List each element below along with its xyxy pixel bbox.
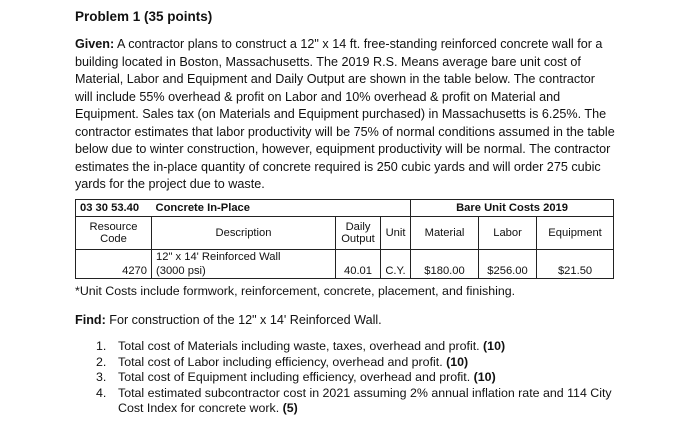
header-equipment: Equipment xyxy=(537,217,614,250)
question-text: Total cost of Materials including waste, taxes, overhead and profit. xyxy=(118,339,480,353)
problem-title: Problem 1 (35 points) xyxy=(75,9,213,24)
header-material: Material xyxy=(411,217,479,250)
question-item xyxy=(96,370,616,386)
cost-table xyxy=(75,199,614,279)
question-text: Total cost of Labor including efficiency, overhead and profit. xyxy=(118,354,443,369)
question-item xyxy=(96,386,616,417)
row-labor: $256.00 xyxy=(479,264,537,279)
given-label: Given: xyxy=(75,37,115,51)
question-list xyxy=(96,339,616,417)
row-description-line1: 12" x 14' Reinforced Wall xyxy=(152,250,336,265)
row-code-top xyxy=(76,250,152,265)
given-text: A contractor plans to construct a 12" x 14 ft. free-standing reinforced concrete wall for a building located in Boston, Massachusetts. The 2019 R.S. Means average bare unit cost of Material, Labor and Equipment and Daily Output are shown in the table below. The contractor will include 55% overhead & profit on Labor and 10% overhead & profit on Material and Equipment. Sales tax (on Materials and Equipment purchased) in Massachusetts is 6.25%. The contractor estimates that labor productivity will be 75% of normal conditions assumed in the table below due to winter construction, however, equipment productivity will be normal. The contractor estimates the in-place quantity of concrete required is 250 cubic yards and will order 275 cubic yards for the project due to waste. xyxy=(75,37,615,191)
question-points: (10) xyxy=(483,339,506,353)
question-text: Total cost of Equipment including efficiency, overhead and profit. xyxy=(118,370,471,385)
question-points: (10) xyxy=(446,354,469,369)
find-label: Find: xyxy=(75,313,106,327)
header-daily-output: Daily Output xyxy=(336,217,381,250)
row-equipment: $21.50 xyxy=(537,264,614,279)
question-item xyxy=(96,339,616,355)
header-resource-code: Resource Code xyxy=(76,217,152,250)
row-description-line2: (3000 psi) xyxy=(152,264,336,279)
question-number: 4. xyxy=(96,385,107,400)
section-code: 03 30 53.40 xyxy=(76,200,152,217)
table-footnote: *Unit Costs include formwork, reinforcement, concrete, placement, and finishing. xyxy=(75,284,516,298)
question-points: (10) xyxy=(473,370,496,385)
row-daily-output: 40.01 xyxy=(336,264,381,279)
section-name: Concrete In-Place xyxy=(152,200,411,217)
question-number: 1. xyxy=(96,339,107,353)
bare-costs-label: Bare Unit Costs 2019 xyxy=(411,200,614,217)
question-text: Total estimated subcontractor cost in 2021 assuming 2% annual inflation rate and 114 City Cost Index for concrete work. xyxy=(118,385,612,416)
header-description: Description xyxy=(152,217,336,250)
find-text: For construction of the 12" x 14' Reinforced Wall. xyxy=(109,313,382,327)
row-material: $180.00 xyxy=(411,264,479,279)
question-number: 2. xyxy=(96,354,107,369)
question-number: 3. xyxy=(96,370,107,385)
given-paragraph xyxy=(75,36,615,194)
header-labor: Labor xyxy=(479,217,537,250)
row-unit: C.Y. xyxy=(381,264,411,279)
header-unit: Unit xyxy=(381,217,411,250)
find-paragraph xyxy=(75,313,382,327)
question-item xyxy=(96,355,616,371)
row-resource-code: 4270 xyxy=(76,264,152,279)
question-points: (5) xyxy=(282,401,298,416)
